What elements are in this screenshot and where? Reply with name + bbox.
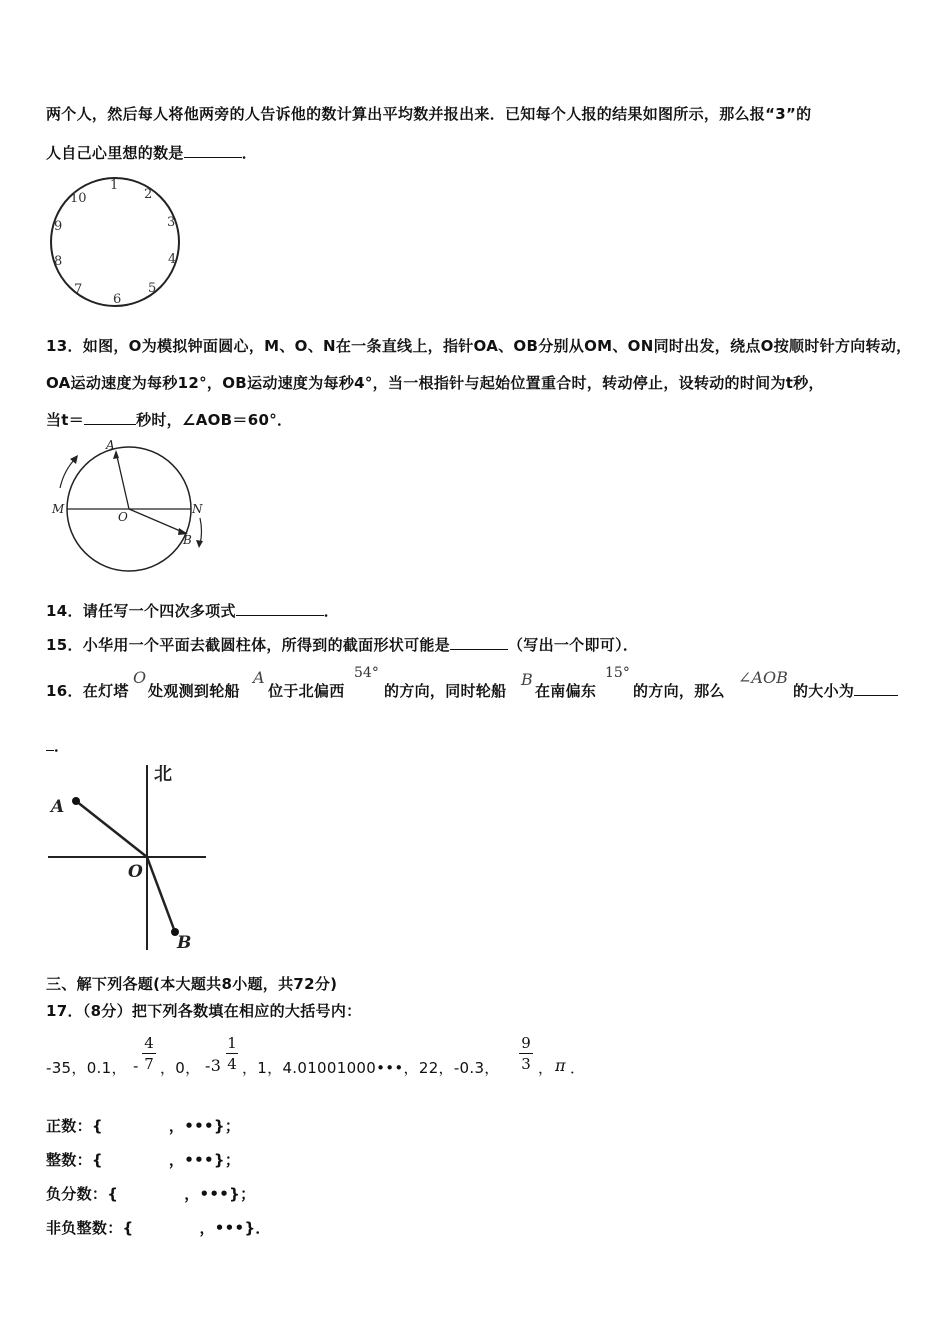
answer-blank-q12[interactable] [184,143,242,158]
label-M: M [52,502,65,516]
q12-line2 [46,142,257,163]
fraction-bar [226,1053,238,1054]
answer-row-integer-tail: ，•••}； [168,1151,241,1169]
fraction-4-7-den: 7 [144,1055,154,1073]
rotation-arrowhead-right-icon [196,540,203,548]
fraction-9-3-num: 9 [521,1034,531,1052]
clock-number-1: 1 [110,178,119,193]
q16-B: B [521,670,533,689]
answer-row-negative-fraction [46,1183,255,1204]
fraction-9-3-den: 3 [521,1055,531,1073]
q16-text-7-label: 的大小为 [793,682,855,700]
answer-row-negative-fraction-label: 负分数：{ [46,1185,119,1203]
q16-O: O [133,668,147,687]
q17-neg-sign: - [133,1057,139,1075]
q17-n5: ． [570,1059,586,1077]
clock-number-5: 5 [148,281,157,296]
fraction-4-7 [142,1034,156,1073]
q13-line3-a: 当t＝ [46,411,85,429]
hand-OB [129,509,185,533]
fraction-bar [519,1053,533,1054]
fraction-9-3 [519,1034,533,1073]
q16-text-3: 位于北偏西 [268,682,345,700]
label-O: O [118,510,128,524]
q16-text-2: 处观测到轮船 [148,682,240,700]
q14-line [46,600,339,621]
label-A: A [106,438,115,452]
q15-end: （写出一个即可）． [507,636,639,654]
fraction-bar [142,1053,156,1054]
section3-heading: 三、解下列各题(本大题共8小题，共72分) [46,975,338,993]
compass-figure [46,760,226,955]
answer-row-nonnegative-integer [46,1217,271,1238]
hand-OA [116,452,129,509]
rotation-arrow-left-icon [60,458,76,488]
answer-row-positive [46,1115,240,1136]
fraction-4-7-num: 4 [144,1034,154,1052]
q15-text: 15．小华用一个平面去截圆柱体，所得到的截面形状可能是 [46,636,450,654]
q17-n3: ，1，4.01001000•••，22，-0.3， [242,1059,500,1077]
point-A [72,797,80,805]
q16-text-5: 在南偏东 [535,682,597,700]
q13-line2: OA运动速度为每秒12°，OB运动速度为每秒4°，当一根指针与起始位置重合时，转动停止，设转动的时间为t秒， [46,374,824,392]
q13-line3 [46,409,292,430]
q17-n2: ，0， [160,1059,201,1077]
q15-line [46,634,638,655]
ray-OA [76,801,147,857]
q17-n1: -35，0.1， [46,1059,127,1077]
clock-figure [48,175,188,305]
fig-label-O: O [128,862,143,882]
clock-number-9: 9 [54,219,63,234]
answer-blank-q13[interactable] [84,410,136,425]
q17-pi: π [555,1056,566,1075]
label-N: N [192,502,203,516]
answer-row-nonnegative-integer-label: 非负整数：{ [46,1219,134,1237]
answer-row-nonnegative-integer-tail: ，•••}． [199,1219,271,1237]
clock-number-8: 8 [54,254,63,269]
answer-row-positive-tail: ，•••}； [168,1117,241,1135]
answer-blank-q14[interactable] [236,601,324,616]
q14-end: ． [323,602,340,620]
q16-text-6: 的方向，那么 [633,682,725,700]
q16-text-7 [793,680,898,701]
q17-mixed-whole: -3 [205,1056,222,1075]
fraction-1-4-num: 1 [227,1034,237,1052]
answer-row-integer [46,1149,240,1170]
q12-line2-text: 人自己心里想的数是 [46,144,184,162]
answer-blank-q15[interactable] [450,635,508,650]
fraction-1-4 [226,1034,238,1073]
clock-number-6: 6 [113,292,122,307]
q12-line2-end: ． [241,144,258,162]
answer-row-integer-label: 整数：{ [46,1151,103,1169]
fig-label-A: A [51,797,65,817]
clock-number-3: 3 [167,215,176,230]
answer-blank-q16[interactable] [854,681,898,696]
north-label: 北 [154,764,172,785]
q16-deg54: 54° [354,665,379,681]
q16-angle-AOB: ∠AOB [738,668,788,687]
clock-number-2: 2 [144,187,153,202]
q16-tail-mark: ． [54,737,70,755]
clock-number-7: 7 [74,282,83,297]
clock-number-group [54,178,176,307]
rotation-arrow-right-icon [200,518,202,544]
q17-title: 17．（8分）把下列各数填在相应的大括号内： [46,1002,362,1020]
label-B: B [183,533,192,547]
q13-line3-b: 秒时，∠AOB＝60°． [136,411,293,429]
ray-OB [147,857,175,932]
clock-number-4: 4 [168,252,177,267]
q16-text-1: 16．在灯塔 [46,682,129,700]
q17-n4: ， [538,1059,554,1077]
q14-text: 14．请任写一个四次多项式 [46,602,236,620]
q13-line1: 13．如图，O为模拟钟面圆心，M、O、N在一条直线上，指针OA、OB分别从OM、ON同时出发，绕点O按顺时针方向转动， [46,337,912,355]
q12-line1: 两个人，然后每人将他两旁的人告诉他的数计算出平均数并报出来．已知每个人报的结果如图所示，那么报“3”的 [46,105,812,123]
fraction-1-4-den: 4 [227,1055,237,1073]
answer-row-positive-label: 正数：{ [46,1117,103,1135]
answer-row-negative-fraction-tail: ，•••}； [184,1185,256,1203]
q16-deg15: 15° [605,665,630,681]
answer-blank-q16-cont[interactable] [46,736,54,751]
q16-A: A [253,668,265,687]
clock-number-10: 10 [70,191,87,206]
q16-text-4: 的方向，同时轮船 [384,682,507,700]
clock-hands-figure [50,440,220,575]
q16-tail [46,735,69,756]
fig-label-B: B [177,933,192,953]
